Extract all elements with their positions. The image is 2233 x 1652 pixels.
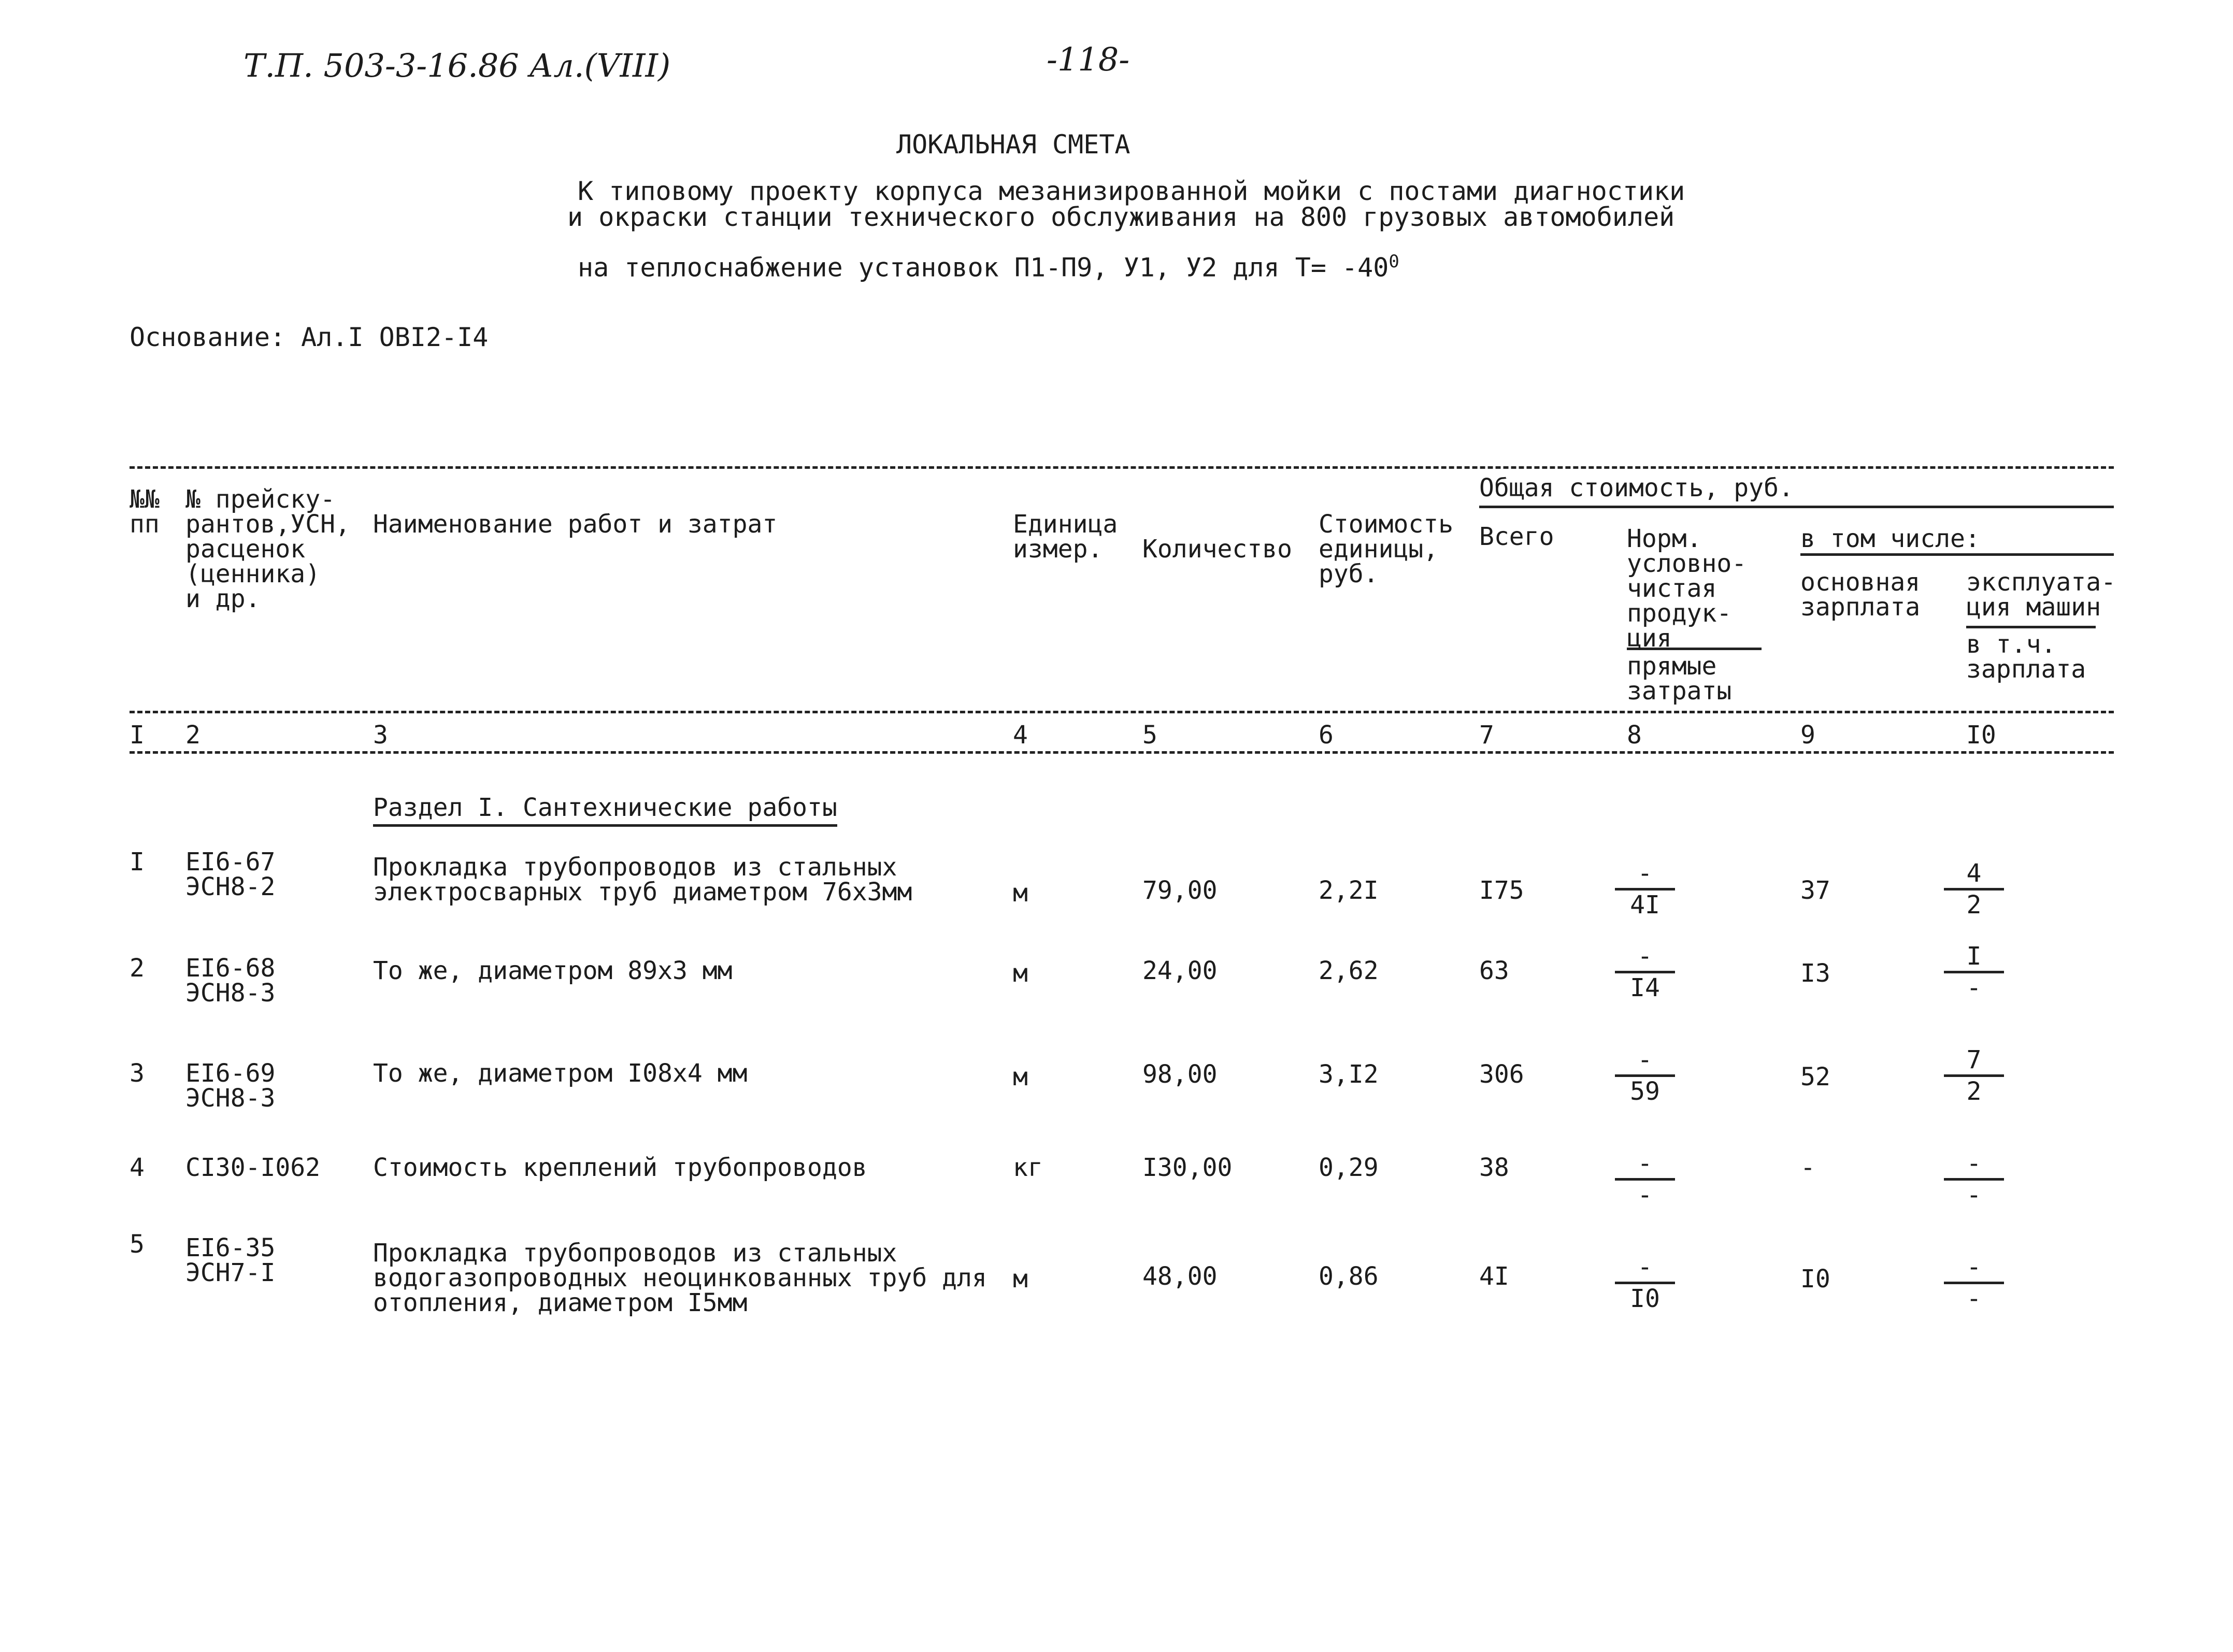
row-net-output-fraction: - 4I [1609,860,1681,918]
title-line-1: К типовому проекту корпуса мезанизированной мойки с постами диагностики [578,176,1685,206]
row-quantity: 24,00 [1142,956,1218,985]
row-unit-price: 2,62 [1319,956,1379,985]
row-quantity: 79,00 [1142,876,1218,905]
column-number: 6 [1319,721,1334,750]
header-incl-group: в том числе: [1800,524,1980,553]
title-line-3: на теплоснабжение установок П1-П9, У1, У2 для $Т= -40^0$ [578,251,1399,283]
row-net-output-fraction: - I0 [1609,1254,1681,1312]
col10-split-rule [1966,626,2096,628]
row-name: Прокладка трубопроводов из стальных электросварных труб диаметром 76х3мм [373,853,912,907]
row-unit-price: 0,29 [1319,1153,1379,1182]
row-machine-fraction: 7 2 [1938,1046,2010,1105]
row-unit: м [1013,959,1028,988]
incl-group-rule [1800,553,2114,556]
row-net-output-fraction: - I4 [1609,943,1681,1001]
row-base-salary: I0 [1800,1265,1830,1294]
row-net-output-fraction: - - [1609,1150,1681,1209]
row-unit-price: 2,2I [1319,876,1379,905]
basis-line: Основание: Ал.I ОВI2-I4 [130,322,489,352]
header-col10-top: эксплуата- ция машин [1966,568,2116,622]
row-unit-price: 0,86 [1319,1262,1379,1291]
row-number: I [130,847,145,877]
row-name: Стоимость креплений трубопроводов [373,1153,867,1182]
row-code: ЕI6-67 ЭСН8-2 [185,847,276,901]
column-number: 9 [1800,721,1815,750]
document-code: Т.П. 503-3-16.86 Ал.(VIII) [244,47,671,84]
row-base-salary: 37 [1800,876,1830,905]
row-base-salary: - [1800,1153,1815,1182]
row-number: 4 [130,1153,145,1182]
page-number: -118- [1047,40,1130,78]
row-total: 4I [1479,1262,1509,1291]
header-col8-bottom: прямые затраты [1627,652,1732,706]
header-col2: № прейску- рантов,УСН, расценок (ценника) и др. [185,485,350,613]
header-col5: Количество [1142,535,1292,564]
column-number: 4 [1013,721,1028,750]
row-name: То же, диаметром I08х4 мм [373,1059,748,1088]
header-col3: Наименование работ и затрат [373,510,778,539]
row-quantity: 48,00 [1142,1262,1218,1291]
row-net-output-fraction: - 59 [1609,1046,1681,1105]
row-unit: м [1013,879,1028,908]
column-number: 7 [1479,721,1494,750]
row-quantity: I30,00 [1142,1153,1233,1182]
row-name: Прокладка трубопроводов из стальных водогазопроводных неоцинкованных труб для отопления, диаметром I5мм [373,1239,987,1317]
row-unit: м [1013,1265,1028,1294]
row-total: I75 [1479,876,1524,905]
section-title: Раздел I. Сантехнические работы [373,795,837,820]
row-unit-price: 3,I2 [1319,1060,1379,1089]
row-machine-fraction: - - [1938,1254,2010,1312]
row-code: ЕI6-69 ЭСН8-3 [185,1059,276,1113]
header-bottom-rule [130,711,2114,713]
header-col6: Стоимость единицы, руб. [1319,510,1454,588]
column-number: I0 [1966,721,1996,750]
column-number-rule [130,751,2114,754]
title-line-2: и окраски станции технического обслуживания на 800 грузовых автомобилей [567,202,1675,232]
header-col4: Единица измер. [1013,510,1118,564]
column-number: 3 [373,721,388,750]
row-machine-fraction: I - [1938,943,2010,1001]
row-code: СI30-I062 [185,1153,321,1182]
row-total: 306 [1479,1060,1524,1089]
row-unit: кг [1013,1153,1043,1182]
row-number: 2 [130,954,145,983]
row-code: ЕI6-35 ЭСН7-I [185,1233,276,1287]
document-title: ЛОКАЛЬНАЯ СМЕТА [896,130,1130,160]
column-number: 5 [1142,721,1157,750]
table-top-rule [130,466,2114,469]
row-unit: м [1013,1062,1028,1091]
header-col8-top: Норм. условно- чистая продук- ция [1627,524,1747,653]
column-number: 8 [1627,721,1642,750]
row-base-salary: I3 [1800,959,1830,988]
header-total-group: Общая стоимость, руб. [1479,473,1794,502]
row-total: 38 [1479,1153,1509,1182]
header-col9: основная зарплата [1800,568,1921,622]
column-number: 2 [185,721,201,750]
row-machine-fraction: 4 2 [1938,860,2010,918]
row-code: ЕI6-68 ЭСН8-3 [185,954,276,1008]
header-col7: Всего [1479,522,1554,551]
total-group-rule [1479,506,2114,508]
header-col1: №№ пп [130,485,160,539]
row-quantity: 98,00 [1142,1060,1218,1089]
row-number: 5 [130,1230,145,1259]
row-machine-fraction: - - [1938,1150,2010,1209]
row-name: То же, диаметром 89х3 мм [373,956,733,985]
row-total: 63 [1479,956,1509,985]
column-number: I [130,721,145,750]
header-col10-bottom: в т.ч. зарплата [1966,630,2086,684]
row-number: 3 [130,1059,145,1088]
row-base-salary: 52 [1800,1062,1830,1091]
